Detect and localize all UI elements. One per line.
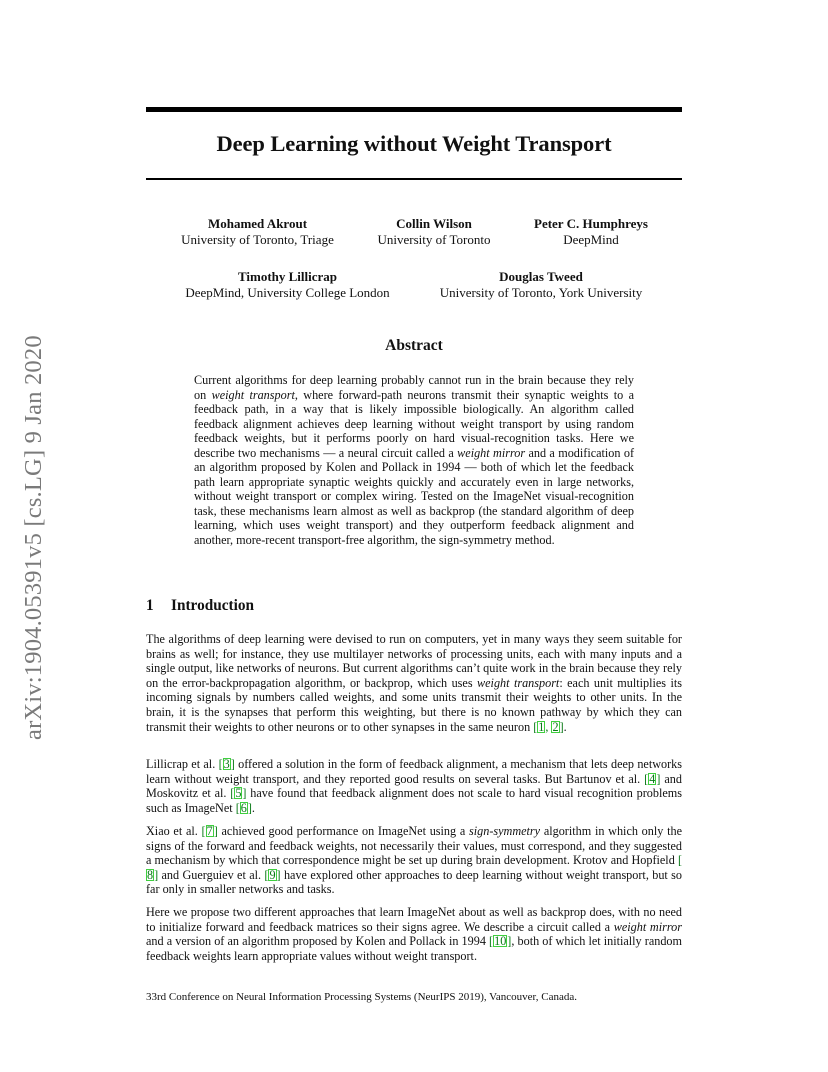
author-name: Peter C. Humphreys <box>534 216 648 231</box>
text-span: offered a solution in the form of feedback alignment, a mechanism that lets deep networks learn without weight transport, and they reported good results on several tasks. But Bartunov et al. <box>146 757 682 786</box>
citation-group: [7] <box>201 824 218 838</box>
author-block <box>521 216 661 248</box>
text-span: and a version of an algorithm proposed by Kolen and Pollack in 1994 <box>146 934 490 949</box>
abstract-emphasis: weight transport <box>211 387 295 402</box>
citation-group: [5] <box>230 786 247 801</box>
arxiv-identifier: arXiv:1904.05391v5 [cs.LG] 9 Jan 2020 <box>20 335 47 740</box>
citation-link[interactable]: 3 <box>223 757 230 771</box>
text-span: : each unit multiplies its incoming signals by numbers called weights, and some units transmit their weights to other units. In the brain, it is the synapses that perform this weighting, but there is no known pathway by which they can transmit their weights to other neurons or to other synapses in the same neuron <box>146 675 682 734</box>
author-block <box>170 269 405 301</box>
text-span: have found that feedback alignment does not scale to hard visual recognition problems such as ImageNet <box>146 786 682 815</box>
citation-group: [8] <box>147 853 682 882</box>
text-span: and Guerguiev et al. <box>158 867 265 882</box>
citation-link[interactable]: 6 <box>240 800 247 815</box>
paragraph <box>146 905 682 963</box>
citation-group: [6] <box>235 800 252 815</box>
text-span: Lillicrap et al. <box>146 757 219 771</box>
citation-link[interactable]: 5 <box>235 786 242 801</box>
text-span: . <box>563 719 567 734</box>
citation-link[interactable]: 7 <box>206 824 213 838</box>
author-block <box>359 216 509 248</box>
abstract-text-span: and a modification of an algorithm proposed by Kolen and Pollack in 1994 — both of which let the feedback path learn appropriate synaptic weights quickly and accurately even in large networks, without weight transport or complex wiring. Tested on the ImageNet visual-recognition task, these mechanisms learn almost as well as backprop (the standard algorithm of deep learning, which uses weight transport) and they outperform feedback alignment and another, more-recent transport-free algorithm, the sign-symmetry method. <box>194 445 635 548</box>
section-number: 1 <box>146 597 154 614</box>
section-title: Introduction <box>171 597 255 614</box>
text-span: Xiao et al. <box>146 824 202 838</box>
text-span: have explored other approaches to deep learning without weight transport, but so far only in smaller networks and tasks. <box>146 867 682 897</box>
paper-title: Deep Learning without Weight Transport <box>216 131 612 156</box>
author-affiliation: University of Toronto <box>377 232 491 247</box>
text-span: achieved good performance on ImageNet using a <box>217 824 469 838</box>
author-block <box>426 269 656 301</box>
abstract-text-span: , where forward-path neurons transmit their synaptic weights to a feedback path, in a way that is likely impossible biologically. An algorithm called feedback alignment achieves deep learning without weight transport by using random feedback weights, but it performs poorly on hard visual-recognition tasks. Here we describe two mechanisms — a neural circuit called a <box>194 387 635 460</box>
text-span: algorithm in which only the signs of the forward and feedback weights, not necessarily their values, must correspond, and they suggested a mechanism by which that correspondence might be set up during brain development. Krotov and Hopfield <box>146 824 682 868</box>
author-affiliation: DeepMind, University College London <box>185 285 390 300</box>
citation-link[interactable]: 2 <box>552 719 559 734</box>
citation-link[interactable]: 9 <box>269 867 276 882</box>
citation-group: [4] <box>644 771 661 786</box>
citation-link[interactable]: 1 <box>538 719 545 734</box>
citation-group: [1, 2] <box>533 719 564 734</box>
paragraph <box>146 632 682 734</box>
abstract-text <box>194 373 634 548</box>
conference-footnote: 33rd Conference on Neural Information Processing Systems (NeurIPS 2019), Vancouver, Canada. <box>146 991 578 1003</box>
citation-link[interactable]: 4 <box>649 771 656 786</box>
paragraph <box>146 757 682 815</box>
author-name: Mohamed Akrout <box>207 216 308 231</box>
text-span: . <box>251 800 255 815</box>
author-affiliation: University of Toronto, York University <box>439 285 643 300</box>
text-span: Here we propose two different approaches that learn ImageNet about as well as backprop does, with no need to initialize forward and feedback matrices so their signs agree. We describe a circuit called a <box>146 905 682 934</box>
paragraph <box>146 824 682 897</box>
emphasis: weight mirror <box>613 919 682 934</box>
section-heading <box>146 597 254 615</box>
author-name: Timothy Lillicrap <box>237 269 338 284</box>
text-span: , both of which let initially random feedback weights learn appropriate values without weight transport. <box>146 934 682 963</box>
citation-group: [10] <box>489 934 512 949</box>
abstract-text-span: Current algorithms for deep learning probably cannot run in the brain because they rely on <box>194 373 634 402</box>
text-span: The algorithms of deep learning were devised to run on computers, yet in many ways they seem suitable for brains as well; for instance, they use multilayer networks of processing units, each with many inputs and a single output, like networks of neurons. But current algorithms can’t quite work in the brain because they rely on the error-backpropagation algorithm, or backprop, which uses <box>146 632 682 690</box>
citation-link[interactable]: 10 <box>494 934 507 949</box>
emphasis: sign-symmetry <box>469 824 541 838</box>
author-name: Collin Wilson <box>396 216 472 231</box>
citation-group: [3] <box>218 757 235 771</box>
abstract-heading: Abstract <box>385 337 443 354</box>
text-span: and Moskovitz et al. <box>146 771 682 801</box>
citation-group: [9] <box>264 867 281 882</box>
author-name: Douglas Tweed <box>499 269 583 284</box>
title-top-rule <box>146 107 682 112</box>
author-affiliation: University of Toronto, Triage <box>181 232 334 247</box>
title-bottom-rule <box>146 178 682 180</box>
abstract-emphasis: weight mirror <box>457 445 526 460</box>
author-affiliation: DeepMind <box>563 232 619 247</box>
author-block <box>170 216 345 248</box>
emphasis: weight transport <box>477 675 560 690</box>
citation-link[interactable]: 8 <box>147 867 154 882</box>
